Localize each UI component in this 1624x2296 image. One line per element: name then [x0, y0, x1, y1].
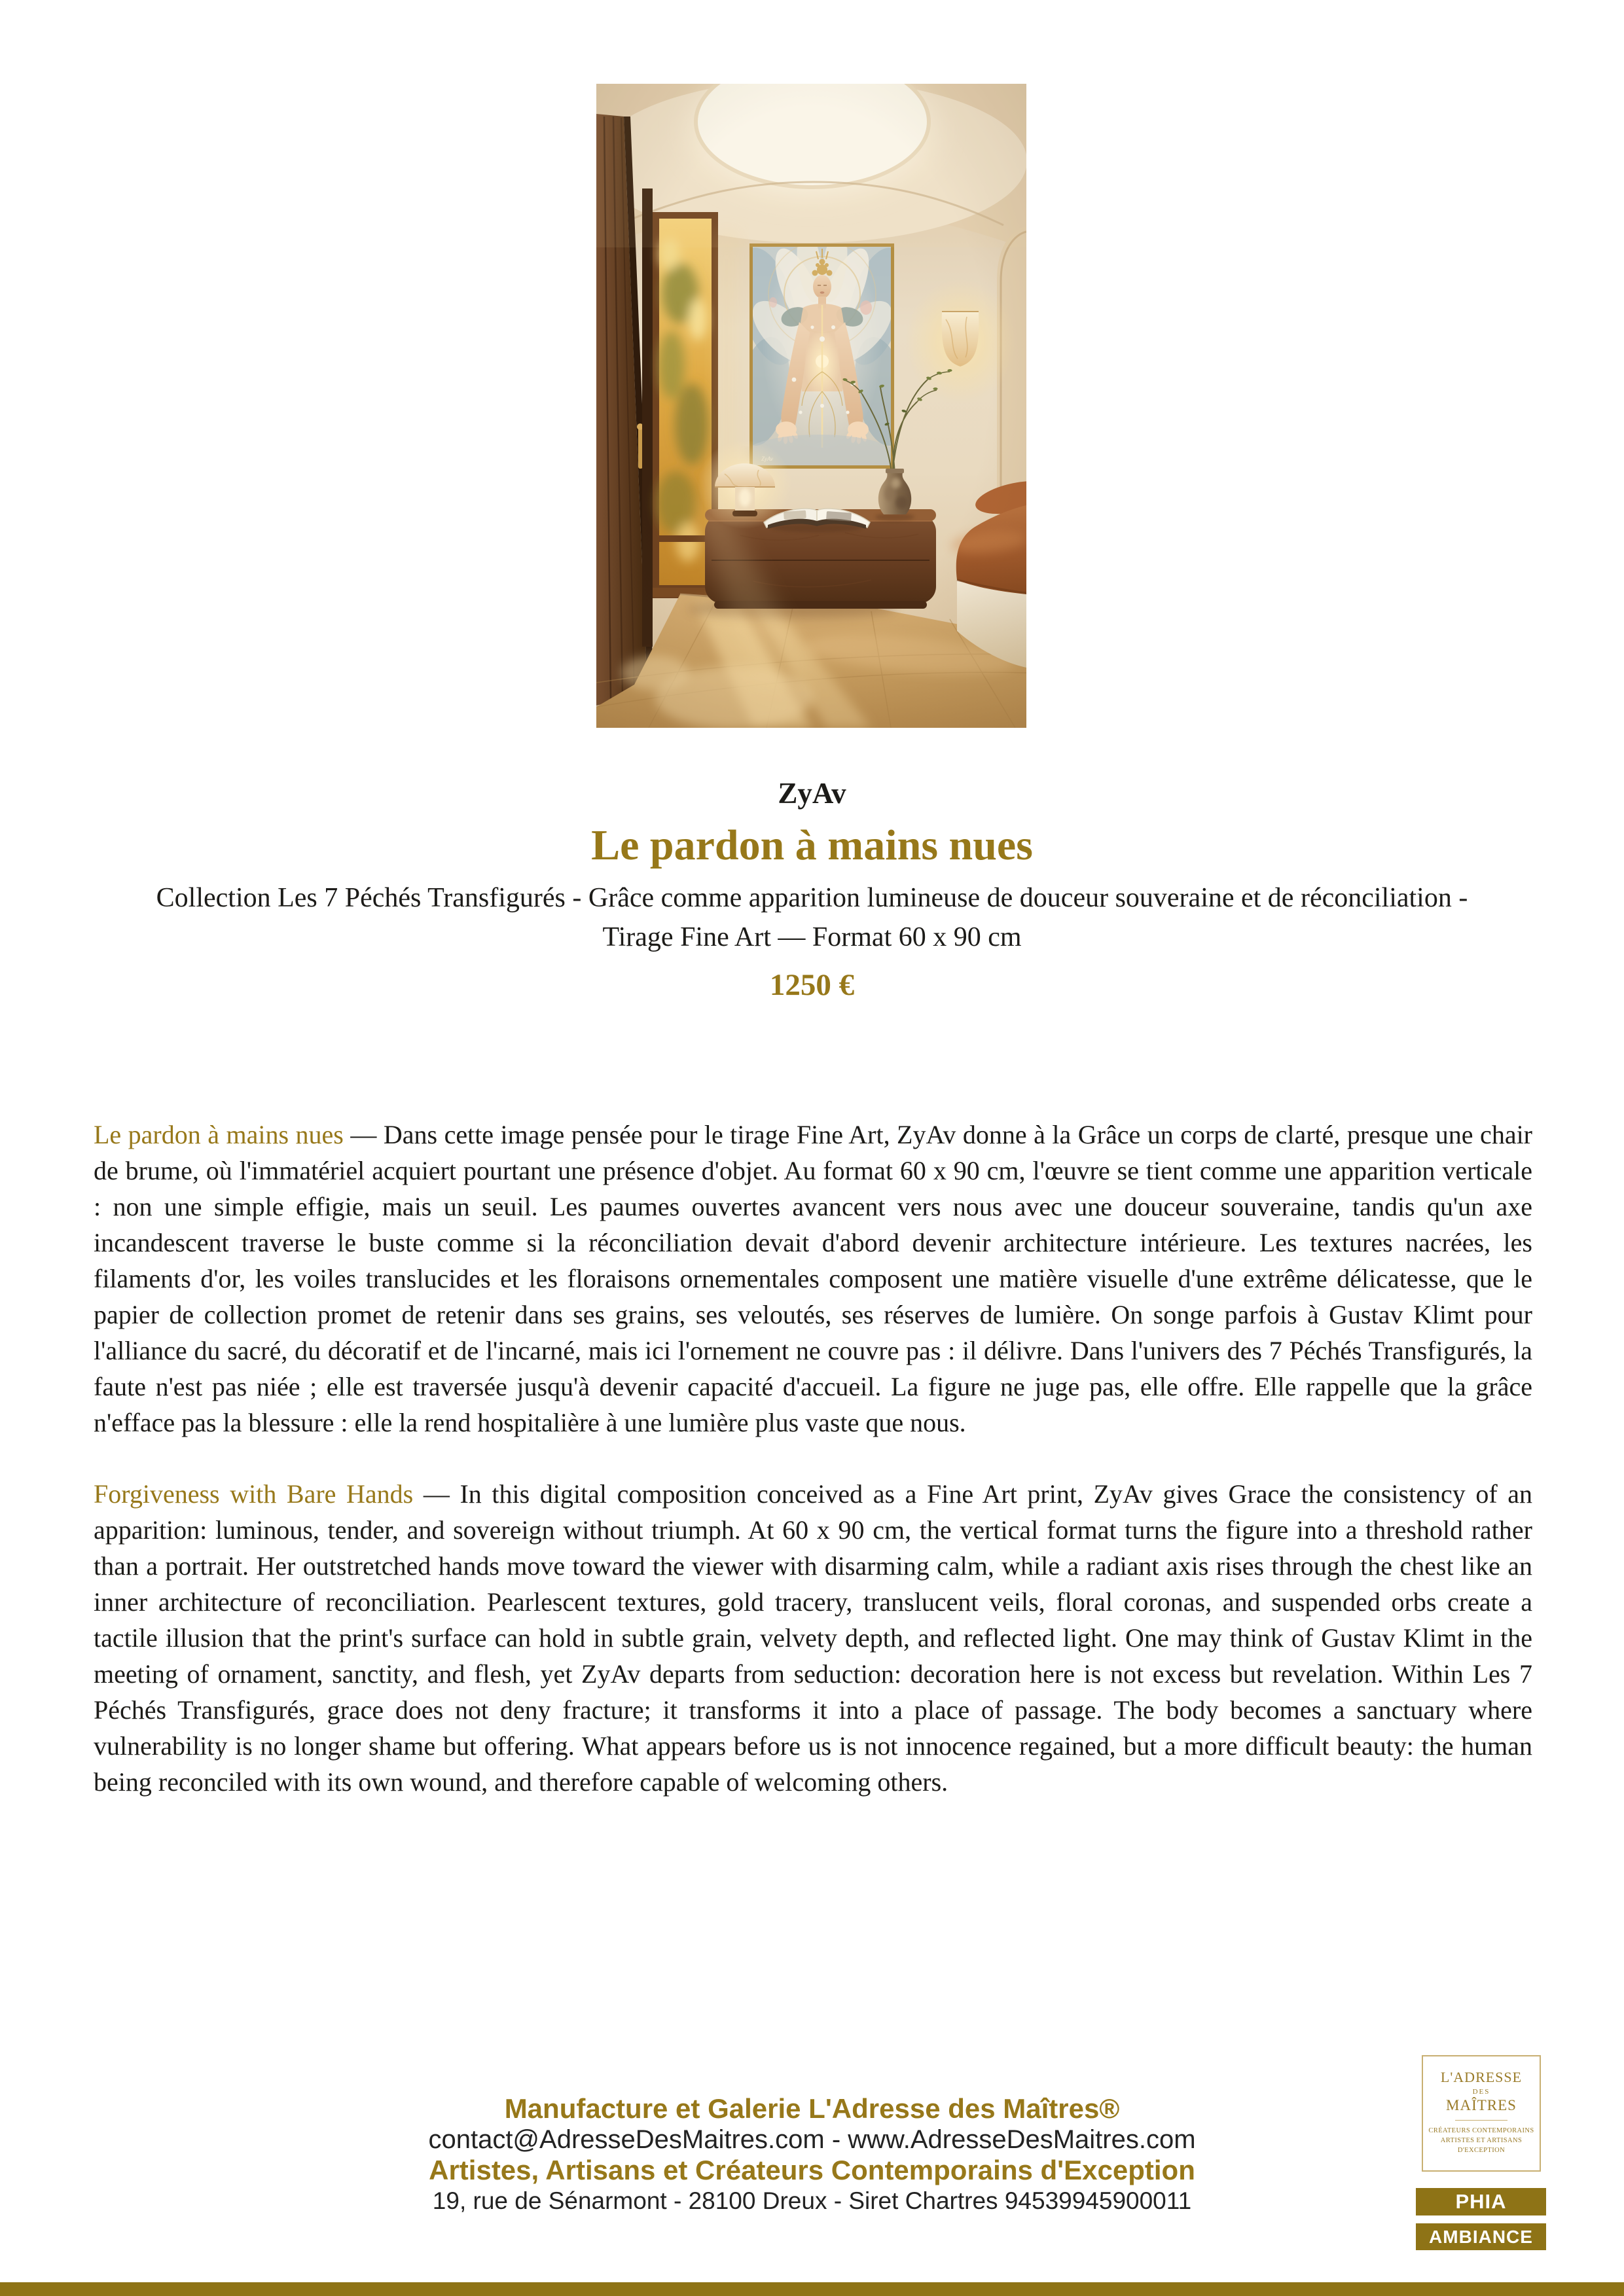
logo-line-3: MAÎTRES — [1446, 2097, 1517, 2113]
logo-caption-2: ARTISTES ET ARTISANS — [1440, 2137, 1523, 2144]
footer-tagline: Artistes, Artisans et Créateurs Contemporains d'Exception — [429, 2155, 1195, 2185]
footer — [0, 2093, 1624, 2216]
badge-phia: PHIA — [1416, 2188, 1546, 2215]
footer-address: 19, rue de Sénarmont - 28100 Dreux - Siret Chartres 94539945900011 — [432, 2187, 1192, 2214]
badge-ambiance: AMBIANCE — [1416, 2223, 1546, 2250]
description-en — [94, 1476, 1532, 1800]
description-en-text: — In this digital composition conceived as a Fine Art print, ZyAv gives Grace the consistency of an apparition: luminous, tender, and sovereign without triumph. At 60 x 90 cm, the vertical format turns the figure into a threshold rather than a portrait. Her outstretched hands move toward the viewer with disarming calm, while a radiant axis rises through the chest like an inner architecture of reconciliation. Pearlescent textures, gold tracery, translucent veils, floral coronas, and suspended orbs create a tactile illusion that the print's surface can hold in subtle grain, velvety depth, and reflected light. One may think of Gustav Klimt in the meeting of ornament, sanctity, and flesh, yet ZyAv departs from seduction: decoration here is not excess but revelation. Within Les 7 Péchés Transfigurés, grace does not deny fracture; it transforms it into a place of passage. The body becomes a sanctuary where vulnerability is no longer shame but offering. What appears before us is not innocence regained, but a more difficult beauty: the human being reconciled with its own wound, and therefore capable of welcoming others. — [94, 1479, 1533, 1797]
description-fr-lead: Le pardon à mains nues — [94, 1120, 344, 1149]
artist-name: ZyAv — [778, 777, 846, 810]
description-en-lead: Forgiveness with Bare Hands — [94, 1479, 414, 1509]
header — [0, 776, 1624, 1003]
bottom-gold-bar — [0, 2282, 1624, 2296]
product-photo — [596, 84, 1026, 728]
logo-caption-3: D'EXCEPTION — [1457, 2147, 1506, 2154]
description-fr — [94, 1117, 1532, 1441]
logo-divider — [1455, 2120, 1507, 2121]
description-fr-text: — Dans cette image pensée pour le tirage Fine Art, ZyAv donne à la Grâce un corps de clarté, presque une chair de brume, où l'immatériel acquiert pourtant une présence d'objet. Au format 60 x 90 cm, l'œuvre se tient comme une apparition verticale : non une simple effigie, mais un seuil. Les paumes ouvertes avancent vers nous avec une douceur souveraine, tandis qu'un axe incandescent traverse le buste comme si la réconciliation devait d'abord devenir architecture intérieure. Les textures nacrées, les filaments d'or, les voiles translucides et les floraisons ornementales composent une matière visuelle d'une extrême délicatesse, que le papier de collection promet de retenir dans ses grains, ses veloutés, ses réserves de lumière. On songe parfois à Gustav Klimt pour l'alliance du sacré, du décoratif et de l'incarné, mais ici l'ornement ne couvre pas : il délivre. Dans l'univers des 7 Péchés Transfigurés, la faute n'est pas niée ; elle est traversée jusqu'à devenir capacité d'accueil. La figure ne juge pas, elle offre. Elle rappelle que la grâce n'efface pas la blessure : elle la rend hospitalière à une lumière plus vaste que nous. — [94, 1120, 1533, 1437]
price: 1250 € — [769, 968, 855, 1002]
logo-caption-1: CRÉATEURS CONTEMPORAINS — [1428, 2127, 1534, 2134]
logo-line-2: DES — [1472, 2088, 1490, 2096]
artwork-subtitle: Collection Les 7 Péchés Transfigurés - Grâce comme apparition lumineuse de douceur souveraine et de réconciliation - Tirage Fine Art — Format 60 x 90 cm — [156, 883, 1468, 952]
artwork-title: Le pardon à mains nues — [591, 821, 1033, 869]
footer-contact: contact@AdresseDesMaitres.com - www.AdresseDesMaitres.com — [428, 2125, 1196, 2154]
light-effects — [596, 84, 1026, 728]
footer-gallery-name: Manufacture et Galerie L'Adresse des Maîtres® — [504, 2093, 1120, 2124]
gallery-logo — [1422, 2055, 1541, 2172]
logo-line-1: L'ADRESSE — [1440, 2069, 1523, 2085]
description — [94, 1117, 1532, 1800]
interior-scene-illustration — [596, 84, 1026, 728]
